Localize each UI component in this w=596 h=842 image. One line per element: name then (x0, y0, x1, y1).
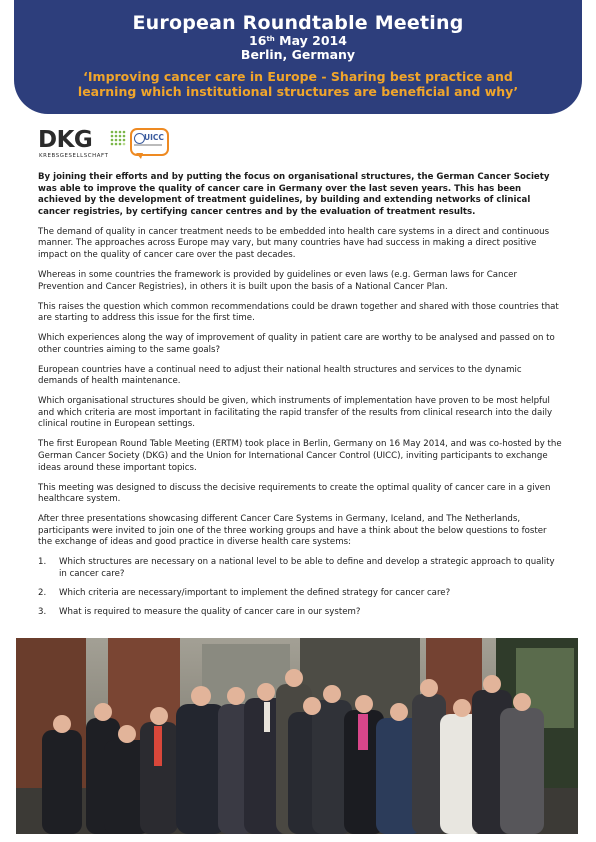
paragraph: The demand of quality in cancer treatment needs to be embedded into health care systems in a direct and continuous manner. The approaches across Europe may vary, but many countries have had success in making a direct positive impact on the quality of cancer care over the past decades. (38, 226, 550, 260)
list-item (38, 557, 562, 580)
list-number: 1. (38, 557, 47, 568)
subtitle-line-1: ‘Improving cancer care in Europe - Sharing best practice and (83, 69, 513, 84)
uicc-tagline-bar (134, 144, 162, 146)
list-text: Which criteria are necessary/important to implement the defined strategy for cancer care? (59, 588, 451, 599)
list-item (38, 588, 562, 600)
paragraph: Which experiences along the way of improvement of quality in patient care are worthy to be analysed and passed on to other countries aiming to the same goals? (38, 333, 555, 355)
header-banner (14, 0, 582, 114)
paragraph: This raises the question which common recommendations could be drawn together and shared with those countries that are starting to address this issue for the first time. (38, 301, 559, 324)
lead-paragraph: By joining their efforts and by putting the focus on organisational structures, the German Cancer Society was able to improve the quality of cancer care in Germany over the last seven years. This has been achieved by the development of treatment guidelines, by building and extending networks of clinical cancer registries, by certifying cancer centres and by the evaluation of treatment results. (38, 172, 550, 217)
list-text: What is required to measure the quality of cancer care in our system? (59, 607, 361, 618)
uicc-logo-word: UICC (144, 133, 164, 142)
date-day: 16 (249, 33, 267, 48)
bubble-tail-icon (136, 153, 143, 159)
dkg-dots-icon (110, 130, 126, 146)
group-photo-illustration (16, 638, 578, 834)
meeting-location: Berlin, Germany (240, 47, 356, 62)
paragraph: Which organisational structures should be given, which instruments of implementation have proven to be most helpful and which criteria are most important in facilitating the rapid transfer of the results from clinical research into the daily clinical routine in European settings. (38, 396, 553, 430)
dkg-logo-word: DKG (38, 127, 93, 153)
group-photo (16, 638, 578, 834)
meeting-subtitle (14, 69, 582, 99)
uicc-logo (130, 128, 169, 155)
article-body (38, 172, 562, 627)
list-number: 3. (38, 607, 47, 618)
date-suffix: th (266, 35, 275, 43)
logo-bar (38, 127, 198, 163)
list-number: 2. (38, 588, 47, 599)
paragraph: Whereas in some countries the framework is provided by guidelines or even laws (e.g. German laws for Cancer Prevention and Cancer Registries), in others it is built upon the basis of a National Cancer Plan. (38, 269, 518, 292)
paragraph: This meeting was designed to discuss the decisive requirements to create the optimal quality of cancer care in a given healthcare system. (38, 482, 551, 505)
meeting-date (14, 33, 582, 48)
paragraph: European countries have a continual need to adjust their national health structures and services to the dynamic demands of health maintenance. (38, 364, 522, 387)
question-list (38, 557, 562, 619)
paragraph: After three presentations showcasing different Cancer Care Systems in Germany, Iceland, and The Netherlands, participants were invited to join one of the three working groups and have a think about the below questions to foster the exchange of ideas and good practice in diverse health care systems: (38, 514, 547, 548)
list-text: Which structures are necessary on a national level to be able to define and develop a strategic approach to quality in cancer care? (59, 557, 555, 579)
dkg-logo-subtitle: KREBSGESELLSCHAFT (39, 153, 109, 159)
date-rest: May 2014 (274, 33, 347, 48)
subtitle-line-2: learning which institutional structures are beneficial and why’ (77, 84, 519, 99)
paragraph: The first European Round Table Meeting (ERTM) took place in Berlin, Germany on 16 May 2014, and was co-hosted by the German Cancer Society (DKG) and the Union for International Cancer Control (UICC), inviting participants to exchange ideas around these important topics. (38, 439, 562, 473)
page-title: European Roundtable Meeting (132, 12, 464, 34)
list-item (38, 607, 562, 619)
